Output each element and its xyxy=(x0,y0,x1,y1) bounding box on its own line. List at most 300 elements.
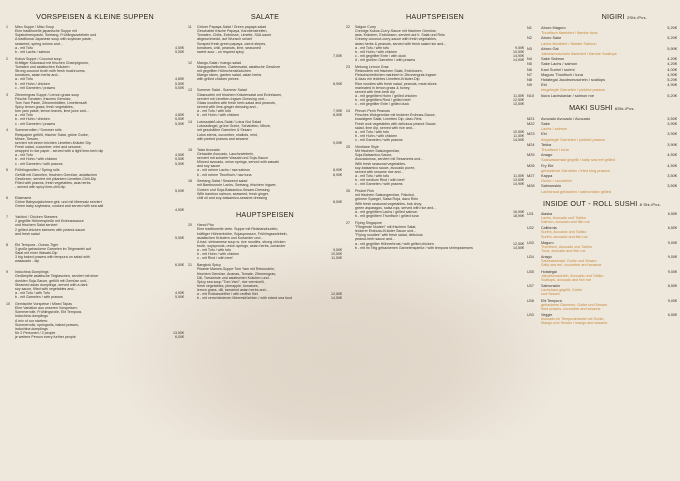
list-item xyxy=(6,93,184,126)
item-description: Scraped fresh green papaya, carrot stripes, xyxy=(197,41,267,46)
item-description: tomatoes, chili, peanuts, lime, seasoned xyxy=(197,45,261,50)
item-title: Aburo Gai xyxy=(541,45,559,51)
item-description: Reisnudeln mit frischem Salat, Erdnüssen, xyxy=(355,69,423,74)
list-item xyxy=(188,263,342,300)
price: 5,50€ xyxy=(175,157,184,162)
item-description: Gehackte Avocado, Lauchzwiebeln, xyxy=(197,151,254,156)
price-label: a - mit Tofu xyxy=(15,45,33,50)
item-description: mit frischem Saisongemüse, Pakchoi, xyxy=(355,193,415,198)
price: 8,90€ xyxy=(333,168,342,173)
price-label: c - mit Garnelen / with prawns xyxy=(355,182,403,187)
item-number: 5 xyxy=(6,168,8,173)
price-label: b - mit gegrilltem Rind / grilled beef xyxy=(355,98,411,103)
item-name xyxy=(541,46,659,56)
price-label: c - mit Garnelen / with prawns xyxy=(15,161,63,166)
price-row xyxy=(346,182,524,186)
item-description: Gefüllt mit Garnelen, frischem Gemüse, asiatischen xyxy=(15,172,98,177)
item-subtitle: Thunfisch / tuna xyxy=(541,147,569,153)
item-subtitle: fried prawns, cucumber and sesame xyxy=(541,306,601,311)
item-description: Indochina dumplings xyxy=(15,314,48,319)
item-description: Mango slices, garden salad, asian herbs xyxy=(197,73,262,78)
price-row xyxy=(188,200,342,204)
price: 5,50€ xyxy=(175,235,184,240)
item-description: Mit frischem Saisongemüse, xyxy=(355,149,401,154)
section-title: INSIDE OUT - ROLL SUSHI 8 Stk./Pcs. xyxy=(543,198,661,208)
item-subtitle: Salmon, avocado and fish roe xyxy=(541,220,590,225)
price-row xyxy=(188,141,342,145)
price-row xyxy=(6,263,184,267)
item-subtitle: Lachs / salmon xyxy=(541,126,568,132)
item-description: Flying Singapore xyxy=(355,220,382,225)
price: 8,50€ xyxy=(333,200,342,205)
item-number: 4 xyxy=(6,128,8,133)
item-description: fresh vegetables, pineapple, tomatoes, xyxy=(197,284,259,288)
price-row xyxy=(346,58,524,62)
price: 4,50€ xyxy=(175,45,184,50)
item-name xyxy=(541,35,659,45)
price: 8,50€ xyxy=(667,284,677,289)
item-description: Kokos Suppe / Coconut soup xyxy=(15,56,62,61)
list-item xyxy=(188,25,342,58)
item-number: 6 xyxy=(6,195,8,200)
item-description: soy sauce, filled with vegetables and... xyxy=(15,286,77,291)
sushi-item xyxy=(527,142,677,152)
price-row xyxy=(346,214,524,218)
price: 5,20€ xyxy=(667,35,677,41)
price-row xyxy=(188,82,342,86)
item-description: Gedämpfte asiatische Teigtaschen, serviert mit einer xyxy=(15,274,99,279)
item-title: Salmonskin xyxy=(541,284,561,289)
item-description: Gewürzen, serviert mit pikantem Limetten-Chili-Dip xyxy=(15,176,97,181)
list-item xyxy=(6,302,184,339)
item-description: Fresh salad, cucumber, mint and sesame, xyxy=(15,145,82,149)
item-description: lemon grass, dill, tamarind asian herbs and... xyxy=(197,288,269,293)
price-label: c - mit Garnelen / prawns xyxy=(15,85,56,90)
sushi-item xyxy=(527,270,677,282)
price: 4,20€ xyxy=(667,56,677,62)
item-name xyxy=(541,163,659,173)
item-description: With bamboo salmon, seaweed, fresh ginger, xyxy=(197,191,269,196)
item-description: Rice noodles with fresh salad, peanuts, meat slices xyxy=(355,81,437,86)
price: 12,50€ xyxy=(331,292,342,297)
price: 10,50€ xyxy=(331,252,342,257)
sushi-item xyxy=(527,35,677,45)
item-description: peanut-herb sauce and... xyxy=(355,237,395,242)
price-label: a - mit gegrilltem Huhn / grilled chicken xyxy=(355,94,417,99)
item-title: Maguro xyxy=(541,240,554,245)
price: 3,50€ xyxy=(667,115,677,121)
item-number: 11 xyxy=(188,25,192,29)
item-number: N5 xyxy=(527,61,532,67)
section-title: SALATE xyxy=(250,12,280,21)
item-description: Glasnudeln mit frischem Kräutersalat und Erdnüssen, xyxy=(197,92,283,97)
price-label: a - mit Tofu / with tofu xyxy=(355,45,390,50)
item-number: U38 xyxy=(527,298,534,303)
item-description: Saigon Curry xyxy=(355,25,376,29)
item-name xyxy=(541,152,659,162)
item-description: Lotus stems, cucumber, shallots, mint, xyxy=(197,132,258,137)
item-title: Kani Surimi / surimi xyxy=(541,66,575,72)
item-title: Kappa xyxy=(541,173,553,179)
item-number: 20 xyxy=(188,223,192,228)
price: 5,20€ xyxy=(667,92,677,98)
item-number: 3 xyxy=(6,92,8,97)
item-number: N10 xyxy=(527,92,535,98)
price: 4,90€ xyxy=(667,71,677,77)
list-item xyxy=(346,109,524,142)
item-subtitle: Thunfisch flambiert / flambe tuna xyxy=(541,30,598,36)
price: 5,50€ xyxy=(175,117,184,122)
item-description: Dill, Tamarinde und asiatischen Kräutern und... xyxy=(197,275,272,280)
price: 3,90€ xyxy=(667,131,677,137)
price-label: b - mit Huhn / with chicken xyxy=(15,157,58,162)
price: 14,50€ xyxy=(331,296,342,301)
item-title: Aburo Maguro xyxy=(541,25,566,30)
sushi-item xyxy=(527,226,677,238)
item-description: tomatoes, asian herbs and... xyxy=(15,73,61,78)
rolls-list xyxy=(527,212,677,326)
price-label: b - mit Huhn / chicken xyxy=(15,81,50,86)
item-description: mit gegrillten Hühnchenstückchen xyxy=(197,69,251,74)
price-row xyxy=(6,208,184,212)
price: 14,90€ xyxy=(513,58,524,63)
item-description: Avocadomus, serviert mit Sesamreis und... xyxy=(355,157,424,162)
item-description: Tomaten, Chilis, Erdnüsse, Limette, Süß-sauer xyxy=(197,33,272,38)
item-description: Filled with prawns, fresh vegetables, asia herbs xyxy=(15,180,91,185)
price-label: a - mit Tofu xyxy=(15,77,33,82)
price: 5,00€ xyxy=(175,189,184,194)
item-number: N1 xyxy=(527,25,532,30)
price: 7,50€ xyxy=(333,54,342,59)
item-description: tom yam paste, lemon leaves, lime juice and... xyxy=(15,109,89,114)
list-item xyxy=(6,270,184,299)
item-description: Strong coconut broth with fresh mushrooms, xyxy=(15,69,86,74)
item-name xyxy=(541,82,659,92)
item-subtitle: Lachs flambiert / flambe Salmon xyxy=(541,40,597,46)
price: 9,00€ xyxy=(667,298,677,303)
item-subtitle: Lachshaut gebacken / salmonskin grilled xyxy=(541,188,612,194)
item-description: Seetang-Salat / Seaweed salad xyxy=(197,179,248,184)
price: 10,50€ xyxy=(513,129,524,134)
item-description: chili oil and soy-balsamico-sesame dressing xyxy=(197,195,268,200)
price-row xyxy=(188,54,342,58)
item-title: Hotategai Jacobsmuscheln / scallops xyxy=(541,77,606,83)
item-description: green asparagus, salsa roja, served with rice and... xyxy=(355,205,437,210)
price-label: c - mit gegrillter Ente / with duck xyxy=(355,54,406,59)
item-number: N2 xyxy=(527,35,532,41)
item-description: marinated in lemon grass & honey, xyxy=(355,85,411,90)
item-name xyxy=(541,299,659,311)
price-label: b - mit medium Rind / with beef xyxy=(355,178,405,183)
price: 12,50€ xyxy=(513,98,524,103)
item-description: Salat mit einer Wasabi-Dip xyxy=(15,250,58,255)
item-description: Mangoscheibchen, Gartensalat, asiatische Gewürze xyxy=(197,65,281,69)
price: 3,50€ xyxy=(667,173,677,179)
price: 4,80€ xyxy=(175,77,184,82)
item-description: sweet-sour - on request spicy xyxy=(197,49,244,54)
item-description: Eine traditionelle japanische Suppe mit xyxy=(15,29,77,34)
price-row xyxy=(6,86,184,90)
item-number: M28 xyxy=(527,183,535,189)
price-row xyxy=(6,189,184,193)
item-title: Salmonskin xyxy=(541,183,562,189)
maki-list xyxy=(527,116,677,194)
item-number: 9 xyxy=(6,270,8,275)
item-name xyxy=(541,226,659,238)
item-name xyxy=(541,241,659,253)
item-description: A traditional Japanese soup with soybean paste, xyxy=(15,37,92,42)
price: 8,90€ xyxy=(333,113,342,118)
price-label: b - mit im Teig gebackenen Garnelenspieße / with tempura shrimpskewers xyxy=(355,245,473,250)
item-description: Minze, Sesam, xyxy=(15,136,39,141)
price-label xyxy=(15,208,166,212)
item-number: 24 xyxy=(346,109,350,114)
price-label: a - mit Tofu / with tofu xyxy=(355,129,390,134)
item-subtitle: Surimi, Avocado und Tobiko xyxy=(541,230,587,235)
price: 5,50€ xyxy=(175,121,184,126)
item-number: 7 xyxy=(6,215,8,220)
sushi-item xyxy=(527,121,677,131)
price: 4,00€ xyxy=(667,66,677,72)
price: 3,50€ xyxy=(667,183,677,189)
sushi-item xyxy=(527,299,677,311)
item-description: Reispapier gefüllt, frischer Salat, grüne Gurke, xyxy=(15,132,89,137)
item-number: M24 xyxy=(527,141,535,147)
item-subtitle: Gurke / cucumber xyxy=(541,178,572,184)
item-description: Lotussalat/Lotus-Salat / Lotus Nut Salad xyxy=(197,120,262,125)
price-row xyxy=(6,50,184,54)
nigiri-list xyxy=(527,25,677,98)
item-name xyxy=(541,131,659,141)
item-description: Tatar Avocado xyxy=(197,147,220,152)
sushi-item xyxy=(527,131,677,141)
price-label: b - mit rohem Thunfisch / raw tuna xyxy=(197,172,252,177)
price: 5,90€ xyxy=(667,45,677,51)
item-subtitle: Surimi, avocado and fish roe xyxy=(541,234,588,239)
list-item xyxy=(188,120,342,145)
item-subtitle: und Sesam xyxy=(541,292,560,297)
price: 4,50€ xyxy=(175,153,184,158)
price-label: a - mit Tofu xyxy=(15,113,33,118)
item-name xyxy=(541,142,659,152)
item-description: serviert mit einem leichten Limetten-Kräuter Dip xyxy=(15,140,91,145)
column-vorspeisen xyxy=(6,10,184,478)
item-description: Fleischscheibchen mariniert in Zitronengras Ingwer xyxy=(355,73,437,78)
item-description: and soy sauce xyxy=(197,164,221,169)
item-description: 3 große gebackene Garnelen im Teigmantel auf xyxy=(15,246,91,251)
item-description: served with lime-ginger dressing and... xyxy=(197,105,259,109)
list-item xyxy=(346,189,524,218)
item-description: Edamame xyxy=(15,195,32,200)
item-name xyxy=(541,93,659,98)
sushi-item xyxy=(527,284,677,296)
item-description: Minced avocado, onion springs, served with wasabi xyxy=(197,160,279,165)
item-description: Vientiane Style xyxy=(355,145,379,149)
item-description: With fresh seasonal vegetables, xyxy=(355,161,406,166)
price: 9,00€ xyxy=(333,140,342,145)
price: 6,50€ xyxy=(175,263,184,268)
price: 5,90€ xyxy=(175,295,184,300)
list-item xyxy=(6,196,184,213)
item-number: 1 xyxy=(6,25,8,29)
price-label: b - mit Huhn / with chicken xyxy=(355,134,398,139)
item-name xyxy=(541,255,659,267)
item-description: Indochina Dumplings xyxy=(15,270,49,275)
item-description: with grilled chicken pieces xyxy=(197,77,239,82)
item-description: Frühlingsrollen / Spring rolls xyxy=(15,168,60,173)
price: 9,00€ xyxy=(667,255,677,260)
item-subtitle: gebackene Garnelen / fried king prawns xyxy=(541,167,610,173)
item-number: U35 xyxy=(527,269,534,274)
item-description: mit geschälten Garnelen & Sesam xyxy=(197,128,252,133)
price: 9,00€ xyxy=(667,269,677,274)
item-description: served with lime-herb dip xyxy=(355,89,395,94)
item-description: Green baby soybeans, cooked and served with sea salt xyxy=(15,204,104,209)
price: 13,50€ xyxy=(173,330,184,335)
list-item xyxy=(346,25,524,62)
item-description: Sojabohnenpaste, Seetang, Frühlingszwiebeln und xyxy=(15,33,97,38)
item-description: salad, lime dip, served with rice and... xyxy=(355,125,415,130)
price: 4,20€ xyxy=(667,61,677,67)
sushi-item xyxy=(527,46,677,56)
price: 5,50€ xyxy=(175,49,184,54)
price-label: a - mit Tofu / with tofu xyxy=(197,248,232,253)
item-title: Aburo Sake xyxy=(541,35,562,41)
item-name xyxy=(541,25,659,35)
item-description: kräftiger Hühnerbrühe, Sojasprossen, Frühlingszwiebeln, xyxy=(197,231,288,236)
item-description: abgeschmeckt, auf Wunsch scharf xyxy=(197,37,252,42)
item-description: A trad. vietnamese soup w. rice noodles, strong chicken xyxy=(197,239,286,244)
item-name xyxy=(541,284,659,296)
price-label: c - mit gegrillter Ente / grilled duck xyxy=(355,102,410,107)
item-title: Sake xyxy=(541,121,550,127)
item-number: 8 xyxy=(6,242,8,247)
item-description: Phuket Fish xyxy=(355,189,374,194)
price: 13,50€ xyxy=(513,102,524,107)
item-description: With fresh seasonal vegetables, bok choy, xyxy=(355,201,423,206)
price: 9,50€ xyxy=(333,248,342,253)
item-description: Steamed asian dumplings ,served with a dark xyxy=(15,282,88,287)
item-description: Eine Variation aus unseren Vorspeisen: xyxy=(15,306,78,311)
price-label xyxy=(197,200,324,204)
item-number: U32 xyxy=(527,226,534,231)
item-description: Frisches Wokgemüse mit leckerer Erdnuss-Sauce, xyxy=(355,113,436,118)
item-number: 23 xyxy=(346,65,350,69)
list-item xyxy=(188,179,342,204)
price-label xyxy=(15,263,166,267)
item-description: Pikante Mames-Suppe Tom Yam mit Reisnudeln, xyxy=(197,267,275,272)
item-description: Frische Tomaten, frisches Gemüse, xyxy=(15,96,72,101)
item-number: 22 xyxy=(346,25,350,29)
item-description: Gemischte Vorspeise / Mixed Tapas xyxy=(15,301,73,306)
item-description: Mango-Salat / mango salad xyxy=(197,60,241,65)
item-number: 25 xyxy=(346,145,350,149)
item-description: Summerrolls, springrolls, baked prawns, xyxy=(15,322,79,327)
item-subtitle: Tuna, avocado and fish roe xyxy=(541,249,586,254)
item-description: knackigem Salat, Limetten Dip, dazu Reis xyxy=(355,117,422,122)
price: 6,50€ xyxy=(667,313,677,318)
item-description: Yakitori / Chicken Skewers xyxy=(15,215,58,220)
item-description: indochina dumplings xyxy=(15,326,48,331)
price: 11,50€ xyxy=(513,174,524,179)
item-description: Mekong Lemon Gras xyxy=(355,65,389,69)
item-subtitle: eingelegte Garnelen / pickled prawns xyxy=(541,136,606,142)
price-label: b - mit Huhn / with chicken xyxy=(197,252,240,257)
price: 4,50€ xyxy=(175,208,184,213)
price-label: a - mit Rotbarschfilet / with redfish filet xyxy=(197,292,258,297)
price: 11,50€ xyxy=(513,94,524,99)
price: 18,90€ xyxy=(513,214,524,219)
sushi-item xyxy=(527,173,677,183)
item-subtitle: Salzwasseraal gegrillt / salty sea eel grilled xyxy=(541,157,615,163)
price-label: b - mit gegrilltem Thunfisch / grilled tuna xyxy=(355,214,419,219)
price: 13,50€ xyxy=(513,178,524,183)
list-item xyxy=(6,25,184,54)
item-number: 27 xyxy=(346,220,350,225)
item-description: served with sesame rice and... xyxy=(355,169,404,174)
section-title: VORSPEISEN & KLEINE SUPPEN xyxy=(36,12,154,21)
item-description: Hanoi Pho xyxy=(197,223,214,228)
list-item xyxy=(6,215,184,240)
item-description: "Fliegende Nudeln" mit frischem Salat, xyxy=(355,225,417,229)
item-subtitle: Jakobsmuscheln, Avocado und Tobiko xyxy=(541,273,604,278)
item-number: 12 xyxy=(188,60,192,65)
price-label: b - mit Garnelen / with prawns xyxy=(15,295,63,300)
price: 6,00€ xyxy=(175,335,184,340)
price-label: c - mit Garnelen / with prawns xyxy=(355,138,403,143)
item-description: Sommerrolle, Frühlingsrolle, Ebi Tempura, xyxy=(15,310,83,315)
list-item xyxy=(188,88,342,117)
item-subtitle: Avocado im Tempuramantel mit Gurke, xyxy=(541,317,605,322)
price: 5,50€ xyxy=(175,85,184,90)
price: 7,90€ xyxy=(333,109,342,114)
section-title: MAKI SUSHI 6Stk./Pcs. xyxy=(569,102,635,112)
section-title: HAUPTSPEISEN xyxy=(236,210,294,220)
item-description: Bangkok Spicy xyxy=(197,263,221,268)
item-number: U37 xyxy=(527,284,534,289)
price-row xyxy=(6,236,184,240)
item-title: Anago xyxy=(541,152,553,158)
item-description: Phnom Penh Peanuts xyxy=(355,109,390,114)
item-number: U34 xyxy=(527,255,534,260)
item-subtitle: Lachs, Avocado und Tobiko xyxy=(541,215,586,220)
item-description: Lotusstängel, grüne Gurke, Schalotten, Minze, xyxy=(197,124,271,129)
item-description: & dazu ein leichtes Limetten-Kräuter-Dip xyxy=(355,77,420,82)
item-title: Ebi xyxy=(541,131,547,137)
item-subtitle: Lachshaut gegrillt, Gurke xyxy=(541,288,582,293)
price: 14,50€ xyxy=(513,138,524,143)
item-number: 21 xyxy=(188,263,192,268)
price-row xyxy=(6,335,184,339)
list-item xyxy=(188,223,342,260)
price-label: je weitere Person every further people xyxy=(15,335,76,340)
price-label: a - mit rohem Lachs / raw salmon xyxy=(197,168,251,173)
item-name xyxy=(541,270,659,282)
menu-list xyxy=(346,25,524,250)
item-description: serviert mit scharfer Wasabi und Soja-Sauce xyxy=(197,155,268,160)
price: 8,90€ xyxy=(333,172,342,177)
menu-list xyxy=(188,223,342,300)
price-label: a - mit Tofu / with Tofu xyxy=(15,290,50,295)
item-description: serviert mit Limetten-Ingwer-Dressing und... xyxy=(197,96,267,101)
item-title: Sake Lachs / salmon xyxy=(541,61,578,67)
price: 5,50€ xyxy=(175,81,184,86)
item-subtitle: Salty sea eel, cucumber and sesame xyxy=(541,263,602,268)
section-title: HAUPTSPEISEN xyxy=(406,12,464,21)
price-row xyxy=(188,173,342,177)
list-item xyxy=(346,221,524,250)
item-description: Geschabte frische Papaya, Karottenstreifen, xyxy=(197,29,268,34)
